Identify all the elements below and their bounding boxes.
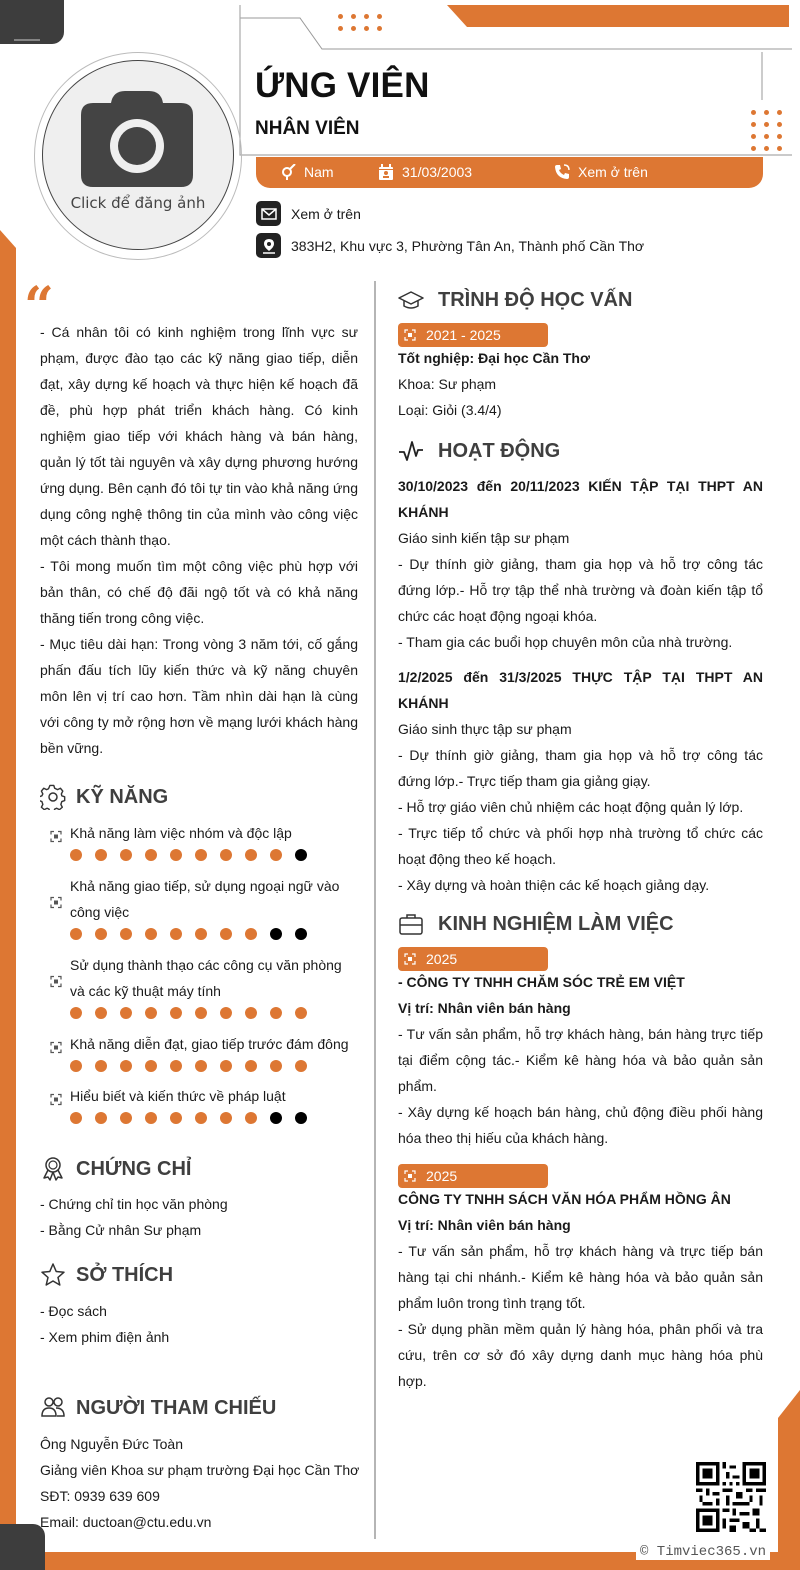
education-title: TRÌNH ĐỘ HỌC VẤN [438, 288, 633, 311]
education-grade: Loại: Giỏi (3.4/4) [398, 402, 502, 418]
location-pin-icon [256, 233, 281, 258]
rating-dot-filled [220, 1007, 232, 1019]
skill-label: Khả năng diễn đạt, giao tiếp trước đám đông [70, 1036, 349, 1052]
corner-decoration-bottom-left [0, 1524, 45, 1570]
focus-bullet-icon [404, 1170, 416, 1182]
briefcase-icon [398, 911, 424, 937]
activity-detail: - Dự thính giờ giảng, tham gia họp và hỗ trợ công tác đứng lớp.- Hỗ trợ tập thể nhà trường và đoàn kiến tập tổ chức các hoạt động ngoại khóa. [398, 556, 763, 624]
experience-year: 2025 [426, 951, 458, 967]
objective-paragraph: - Cá nhân tôi có kinh nghiệm trong lĩnh vực sư phạm, được đào tạo các kỹ năng giao tiếp, diễn đạt, xây dựng kế hoạch và thực hiện kế hoạch đã đề, phù hợp phát triển khách hàng. Có kinh nghiệm giao tiếp với khách hàng và bán hàng, quản lý tốt tài nguyên và xây dựng phương hướng ứng dụng. Bên cạnh đó tôi tự tin vào khả năng ứng dụng công nghệ thông tin của mình vào công việc một cách thành thạo. [40, 324, 358, 548]
rating-dot-filled [95, 1007, 107, 1019]
phone-field [554, 164, 648, 180]
photo-upload[interactable] [42, 60, 234, 250]
right-accent-bar [778, 1390, 800, 1570]
experience-company: CÔNG TY TNHH SÁCH VĂN HÓA PHẨM HỒNG ÂN [398, 1191, 731, 1207]
skill-label: Khả năng giao tiếp, sử dụng ngoại ngữ vào công việc [70, 878, 340, 920]
rating-dot-filled [95, 928, 107, 940]
experience-position: Vị trí: Nhân viên bán hàng [398, 1000, 571, 1016]
left-accent-bar [0, 230, 16, 1570]
rating-dot-filled [270, 849, 282, 861]
rating-dot-filled [195, 1007, 207, 1019]
birthdate-value: 31/03/2003 [402, 164, 473, 180]
experience-detail: - Tư vấn sản phẩm, hỗ trợ khách hàng, bán hàng trực tiếp tại điểm cộng tác.- Kiểm kê hàng hóa và bảo quản sản phẩm. [398, 1026, 763, 1094]
rating-dot-filled [70, 928, 82, 940]
gender-icon [280, 164, 296, 180]
activity-heading: 1/2/2025 đến 31/3/2025 THỰC TẬP TẠI THPT AN KHÁNH [398, 669, 763, 711]
experience-title: KINH NGHIỆM LÀM VIỆC [438, 912, 674, 935]
focus-bullet-icon [50, 827, 62, 846]
activity-item [398, 473, 763, 655]
column-divider [374, 281, 376, 1539]
rating-dot-filled [270, 1060, 282, 1072]
rating-dot-filled [120, 849, 132, 861]
gender-value: Nam [304, 164, 334, 180]
rating-dot-filled [170, 928, 182, 940]
education-faculty: Khoa: Sư phạm [398, 376, 497, 392]
rating-dot-filled [145, 849, 157, 861]
rating-dot-filled [245, 1060, 257, 1072]
activity-detail: - Tham gia các buổi họp chuyên môn của nhà trường. [398, 634, 733, 650]
focus-bullet-icon [404, 329, 416, 341]
rating-dot-filled [70, 1112, 82, 1124]
candidate-position: NHÂN VIÊN [255, 118, 360, 139]
candidate-name: ỨNG VIÊN [255, 66, 430, 105]
rating-dot-filled [70, 1007, 82, 1019]
certificates-heading [40, 1156, 191, 1182]
rating-dot-filled [120, 1112, 132, 1124]
experience-position: Vị trí: Nhân viên bán hàng [398, 1217, 571, 1233]
rating-dot-filled [95, 849, 107, 861]
certificate-item: - Bằng Cử nhân Sư phạm [40, 1222, 202, 1238]
skills-title: KỸ NĂNG [76, 785, 169, 808]
hobbies-heading [40, 1262, 173, 1288]
rating-dot-filled [195, 928, 207, 940]
activity-detail: - Xây dựng và hoàn thiện các kế hoạch giảng dạy. [398, 877, 710, 893]
rating-dot-filled [145, 928, 157, 940]
hobby-item: - Xem phim điện ảnh [40, 1329, 170, 1345]
rating-dot-filled [95, 1060, 107, 1072]
rating-dot-filled [95, 1112, 107, 1124]
reference-role: Giảng viên Khoa sư phạm trường Đại học Cần Thơ [40, 1462, 360, 1478]
dot-pattern-right [751, 110, 782, 151]
rating-dot-filled [145, 1060, 157, 1072]
email-icon [256, 201, 281, 226]
watermark: © Timviec365.vn [636, 1544, 770, 1560]
experience-company: - CÔNG TY TNHH CHĂM SÓC TRẺ EM VIỆT [398, 974, 685, 990]
email-value: Xem ở trên [291, 205, 361, 222]
activity-detail: - Trực tiếp tổ chức và phối hợp nhà trường tổ chức các hoạt động theo kế hoạch. [398, 825, 763, 867]
phone-icon [554, 164, 570, 180]
camera-icon [81, 89, 193, 187]
experience-year-badge [398, 947, 548, 971]
rating-dot-filled [220, 849, 232, 861]
rating-dot-filled [270, 1007, 282, 1019]
experience-year: 2025 [426, 1168, 458, 1184]
education-details [398, 345, 763, 423]
certificates-list [40, 1191, 228, 1243]
rating-dot-filled [170, 849, 182, 861]
rating-dot-filled [245, 928, 257, 940]
users-icon [40, 1395, 66, 1421]
activity-role: Giáo sinh thực tập sư phạm [398, 721, 572, 737]
experience-item [398, 969, 763, 1151]
skill-item [50, 1031, 360, 1072]
rating-dot-filled [195, 1060, 207, 1072]
rating-dot-filled [120, 1060, 132, 1072]
references-title: NGƯỜI THAM CHIẾU [76, 1396, 277, 1419]
education-period-badge [398, 323, 548, 347]
gender-field [280, 164, 334, 180]
rating-dot-filled [295, 1060, 307, 1072]
rating-dot-filled [70, 849, 82, 861]
experience-heading [398, 911, 674, 937]
skill-rating [70, 1060, 360, 1072]
personal-info-bar [256, 157, 763, 188]
rating-dot-empty [270, 1112, 282, 1124]
skill-item [50, 820, 360, 861]
graduation-cap-icon [398, 287, 424, 313]
rating-dot-filled [170, 1007, 182, 1019]
hobby-item: - Đọc sách [40, 1303, 107, 1319]
rating-dot-filled [145, 1007, 157, 1019]
certificates-title: CHỨNG CHỈ [76, 1157, 192, 1180]
rating-dot-filled [195, 1112, 207, 1124]
skill-rating [70, 1007, 360, 1019]
focus-bullet-icon [50, 880, 62, 925]
education-period: 2021 - 2025 [426, 327, 501, 343]
rating-dot-filled [170, 1060, 182, 1072]
rating-dot-filled [220, 1060, 232, 1072]
reference-details [40, 1431, 359, 1535]
gear-icon [40, 784, 66, 810]
objective-paragraph: - Tôi mong muốn tìm một công việc phù hợp với bản thân, có chế độ đãi ngộ tốt và có khả năng thăng tiến trong công việc. [40, 558, 358, 626]
activity-heading: 30/10/2023 đến 20/11/2023 KIẾN TẬP TẠI THPT AN KHÁNH [398, 478, 763, 520]
focus-bullet-icon [50, 959, 62, 1004]
award-ribbon-icon [40, 1156, 66, 1182]
activity-role: Giáo sinh kiến tập sư phạm [398, 530, 570, 546]
photo-upload-label: Click để đăng ảnh [70, 194, 206, 212]
activities-heading [398, 438, 560, 464]
activity-item [398, 664, 763, 898]
rating-dot-empty [295, 1112, 307, 1124]
rating-dot-filled [245, 1112, 257, 1124]
address-value: 383H2, Khu vực 3, Phường Tân An, Thành phố Cần Thơ [291, 237, 645, 254]
rating-dot-filled [195, 849, 207, 861]
hobbies-title: SỞ THÍCH [76, 1263, 174, 1286]
rating-dot-empty [295, 849, 307, 861]
rating-dot-filled [145, 1112, 157, 1124]
rating-dot-filled [295, 1007, 307, 1019]
references-heading [40, 1395, 276, 1421]
reference-email: Email: ductoan@ctu.edu.vn [40, 1514, 212, 1530]
star-icon [40, 1262, 66, 1288]
rating-dot-empty [270, 928, 282, 940]
focus-bullet-icon [50, 1090, 62, 1109]
email-row [256, 201, 361, 226]
quote-icon: “ [24, 276, 54, 337]
activities-title: HOẠT ĐỘNG [438, 439, 561, 462]
career-objective [40, 319, 358, 761]
focus-bullet-icon [404, 953, 416, 965]
birthdate-field [378, 164, 472, 180]
rating-dot-empty [295, 928, 307, 940]
experience-item [398, 1186, 763, 1394]
skill-item [50, 1083, 360, 1124]
education-heading [398, 287, 632, 313]
skill-rating [70, 849, 360, 861]
phone-value: Xem ở trên [578, 164, 648, 180]
skill-rating [70, 1112, 360, 1124]
rating-dot-filled [120, 1007, 132, 1019]
reference-name: Ông Nguyễn Đức Toàn [40, 1436, 183, 1452]
activity-detail: - Hỗ trợ giáo viên chủ nhiệm các hoạt động quản lý lớp. [398, 799, 744, 815]
experience-year-badge [398, 1164, 548, 1188]
hobbies-list [40, 1298, 169, 1350]
rating-dot-filled [220, 928, 232, 940]
rating-dot-filled [245, 849, 257, 861]
certificate-item: - Chứng chỉ tin học văn phòng [40, 1196, 228, 1212]
qr-code [696, 1462, 766, 1532]
rating-dot-filled [120, 928, 132, 940]
reference-phone: SĐT: 0939 639 609 [40, 1488, 160, 1504]
experience-detail: - Sử dụng phần mềm quản lý hàng hóa, phân phối và tra cứu, trên cơ sở đó xây dựng danh mục hàng hóa phù hợp. [398, 1321, 763, 1389]
rating-dot-filled [245, 1007, 257, 1019]
activity-pulse-icon [398, 438, 424, 464]
experience-detail: - Xây dựng kế hoạch bán hàng, chủ động điều phối hàng hóa theo thị hiếu của khách hàng. [398, 1104, 763, 1146]
skill-item [50, 873, 360, 940]
skills-heading [40, 784, 168, 810]
experience-detail: - Tư vấn sản phẩm, hỗ trợ khách hàng và trực tiếp bán hàng tại chi nhánh.- Kiểm kê hàng hóa và bảo quản sản phẩm luôn trong tình trạng tốt. [398, 1243, 763, 1311]
focus-bullet-icon [50, 1038, 62, 1057]
skill-label: Khả năng làm việc nhóm và độc lập [70, 825, 292, 841]
calendar-icon [378, 164, 394, 180]
rating-dot-filled [170, 1112, 182, 1124]
education-school: Tốt nghiệp: Đại học Cần Thơ [398, 350, 590, 366]
rating-dot-filled [70, 1060, 82, 1072]
rating-dot-filled [220, 1112, 232, 1124]
skill-label: Sử dụng thành thạo các công cụ văn phòng và các kỹ thuật máy tính [70, 957, 342, 999]
activity-detail: - Dự thính giờ giảng, tham gia họp và hỗ trợ công tác đứng lớp.- Trực tiếp tham gia giảng giạy. [398, 747, 763, 789]
skill-rating [70, 928, 360, 940]
skill-item [50, 952, 360, 1019]
objective-paragraph: - Mục tiêu dài hạn: Trong vòng 3 năm tới, cố gắng phấn đấu tích lũy kiến thức và kỹ năng chuyên môn lên vị trí cao hơn. Tầm nhìn dài hạn là cùng với công ty mở rộng hơn về mạng lưới khách hàng bền vững. [40, 636, 358, 756]
dot-pattern-top [338, 14, 382, 31]
address-row [256, 233, 644, 258]
skill-label: Hiểu biết và kiến thức về pháp luật [70, 1088, 286, 1104]
